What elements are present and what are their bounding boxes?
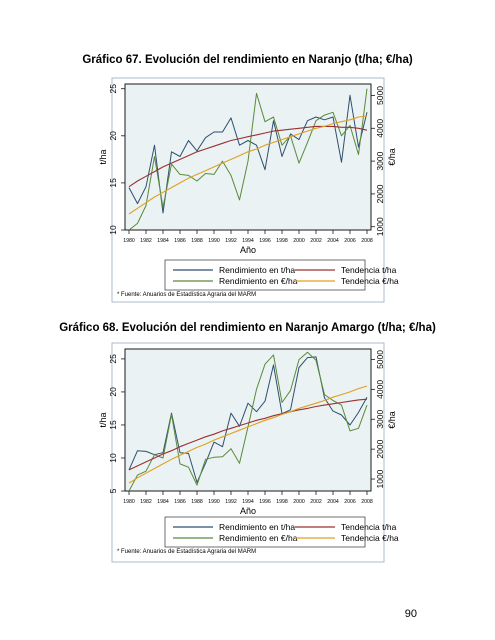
x-axis-label: Año bbox=[239, 506, 257, 516]
y-right-tick-label: 4000 bbox=[375, 118, 385, 138]
y-left-tick-label: 25 bbox=[108, 354, 118, 364]
y-right-tick-label: 5000 bbox=[375, 86, 385, 105]
x-tick-label: 2000 bbox=[293, 238, 305, 244]
y-left-tick-label: 15 bbox=[108, 178, 118, 188]
y-right-tick-label: 2000 bbox=[375, 184, 385, 204]
chart-naranjo-amargo bbox=[0, 341, 495, 566]
y-right-tick-label: 5000 bbox=[375, 350, 385, 369]
y-right-axis-label: €/ha bbox=[387, 411, 397, 429]
y-left-tick-label: 10 bbox=[108, 453, 118, 463]
x-tick-label: 1990 bbox=[208, 499, 220, 505]
legend-label: Rendimiento en t/ha bbox=[219, 522, 296, 532]
x-tick-label: 1980 bbox=[123, 499, 135, 505]
x-tick-label: 2002 bbox=[310, 238, 322, 244]
x-tick-label: 1982 bbox=[140, 238, 152, 244]
y-right-tick-label: 3000 bbox=[375, 151, 385, 171]
plot-area bbox=[125, 349, 371, 491]
x-tick-label: 1986 bbox=[174, 238, 186, 244]
x-axis-label: Año bbox=[239, 245, 257, 255]
legend-label: Tendencia t/ha bbox=[341, 522, 397, 532]
x-tick-label: 2000 bbox=[293, 499, 305, 505]
legend-label: Tendencia €/ha bbox=[341, 533, 399, 543]
x-tick-label: 1988 bbox=[191, 499, 203, 505]
x-tick-label: 2008 bbox=[361, 238, 373, 244]
y-left-tick-label: 15 bbox=[108, 420, 118, 430]
x-tick-label: 2006 bbox=[344, 499, 356, 505]
x-tick-label: 1994 bbox=[242, 499, 254, 505]
x-tick-label: 1998 bbox=[276, 499, 288, 505]
x-tick-label: 2002 bbox=[310, 499, 322, 505]
legend-label: Rendimiento en €/ha bbox=[219, 276, 298, 286]
y-left-tick-label: 5 bbox=[108, 488, 118, 494]
x-tick-label: 1984 bbox=[157, 238, 169, 244]
y-right-tick-label: 3000 bbox=[375, 409, 385, 429]
x-tick-label: 1994 bbox=[242, 238, 254, 244]
x-tick-label: 1986 bbox=[174, 499, 186, 505]
x-tick-label: 1982 bbox=[140, 499, 152, 505]
legend-label: Tendencia €/ha bbox=[341, 276, 399, 286]
x-tick-label: 1998 bbox=[276, 238, 288, 244]
y-left-tick-label: 20 bbox=[108, 131, 118, 141]
page-number: 90 bbox=[404, 608, 417, 620]
y-left-tick-label: 25 bbox=[108, 83, 118, 94]
y-left-axis-label: t/ha bbox=[98, 149, 108, 165]
legend-label: Rendimiento en t/ha bbox=[219, 265, 296, 275]
x-tick-label: 2008 bbox=[361, 499, 373, 505]
footnote: * Fuente: Anuarios de Estadística Agraria del MARM bbox=[117, 292, 257, 298]
x-tick-label: 1996 bbox=[259, 238, 271, 244]
x-tick-label: 1992 bbox=[225, 238, 237, 244]
legend-label: Rendimiento en €/ha bbox=[219, 533, 298, 543]
x-tick-label: 1992 bbox=[225, 499, 237, 505]
x-tick-label: 1988 bbox=[191, 238, 203, 244]
x-tick-label: 1980 bbox=[123, 238, 135, 244]
y-left-tick-label: 20 bbox=[108, 387, 118, 397]
y-left-axis-label: t/ha bbox=[98, 412, 108, 428]
chart-title: Gráfico 67. Evolución del rendimiento en Naranjo (t/ha; €/ha) bbox=[82, 54, 413, 66]
chart-title: Gráfico 68. Evolución del rendimiento en Naranjo Amargo (t/ha; €/ha) bbox=[59, 322, 436, 334]
legend-label: Tendencia t/ha bbox=[341, 265, 397, 275]
y-right-tick-label: 1000 bbox=[375, 217, 385, 237]
x-tick-label: 1990 bbox=[208, 238, 220, 244]
y-left-tick-label: 10 bbox=[108, 225, 118, 235]
y-right-tick-label: 2000 bbox=[375, 439, 385, 459]
x-tick-label: 2004 bbox=[327, 238, 339, 244]
x-tick-label: 1996 bbox=[259, 499, 271, 505]
x-tick-label: 2004 bbox=[327, 499, 339, 505]
y-right-axis-label: €/ha bbox=[387, 148, 397, 166]
chart-naranjo bbox=[0, 74, 495, 306]
x-tick-label: 1984 bbox=[157, 499, 169, 505]
x-tick-label: 2006 bbox=[344, 238, 356, 244]
y-right-tick-label: 1000 bbox=[375, 469, 385, 489]
footnote: * Fuente: Anuarios de Estadística Agraria del MARM bbox=[117, 549, 257, 555]
y-right-tick-label: 4000 bbox=[375, 379, 385, 399]
